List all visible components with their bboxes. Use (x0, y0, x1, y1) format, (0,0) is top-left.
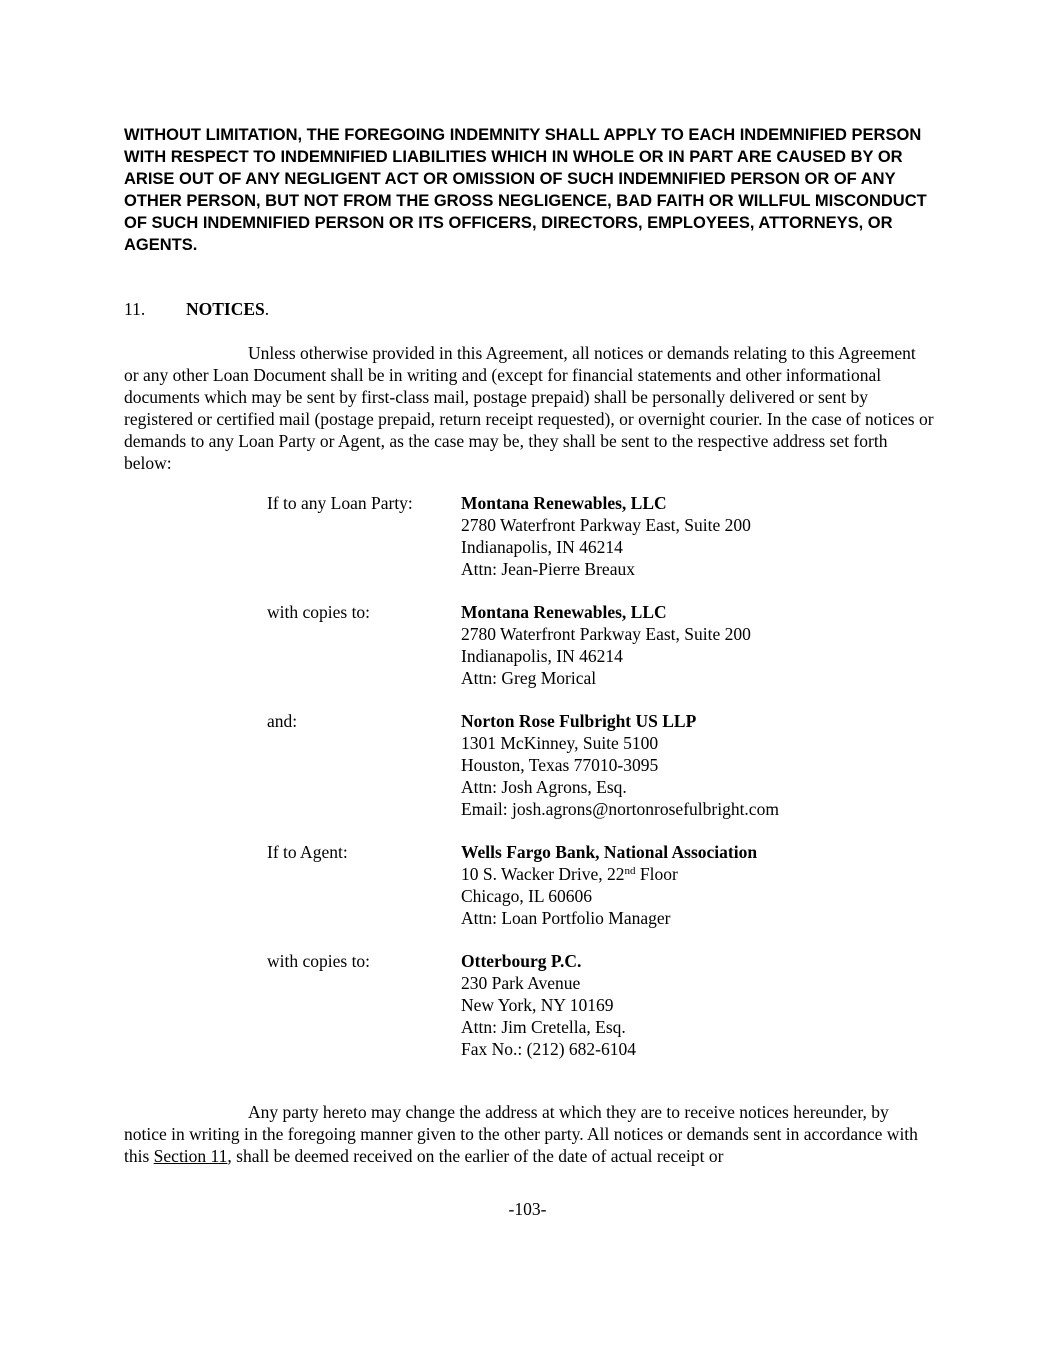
address-email: Email: josh.agrons@nortonrosefulbright.com (461, 799, 779, 819)
section-heading (124, 298, 269, 320)
address-line: Attn: Jim Cretella, Esq. (461, 1017, 626, 1037)
address-block (461, 710, 779, 820)
address-line-end: Floor (635, 864, 678, 884)
address-line (461, 863, 757, 885)
address-block (461, 950, 636, 1060)
page-number: -103- (508, 1199, 547, 1219)
address-line: Houston, Texas 77010-3095 (461, 755, 659, 775)
address-line: Indianapolis, IN 46214 (461, 646, 623, 666)
address-label: and: (267, 711, 298, 731)
address-line: 230 Park Avenue (461, 973, 581, 993)
ordinal-suffix: nd (624, 865, 636, 877)
address-name: Otterbourg P.C. (461, 951, 582, 971)
address-name: Wells Fargo Bank, National Association (461, 842, 758, 862)
address-line: New York, NY 10169 (461, 995, 614, 1015)
address-label: with copies to: (267, 602, 371, 622)
address-name: Norton Rose Fulbright US LLP (461, 711, 697, 731)
address-block (461, 601, 751, 689)
section-title: NOTICES (186, 299, 265, 319)
address-label: with copies to: (267, 951, 371, 971)
address-line-start: 10 S. Wacker Drive, 22 (461, 864, 625, 884)
section-number: 11. (124, 299, 146, 319)
paragraph-text: , shall be deemed received on the earlier of the date of actual receipt or (227, 1146, 724, 1166)
address-line: 1301 McKinney, Suite 5100 (461, 733, 659, 753)
address-line: 2780 Waterfront Parkway East, Suite 200 (461, 624, 751, 644)
address-name: Montana Renewables, LLC (461, 602, 667, 622)
address-fax: Fax No.: (212) 682-6104 (461, 1039, 636, 1059)
address-line: Attn: Josh Agrons, Esq. (461, 777, 627, 797)
address-line: Attn: Loan Portfolio Manager (461, 908, 671, 928)
change-address-paragraph (124, 1101, 934, 1167)
address-label: If to Agent: (267, 842, 348, 862)
section-11-reference: Section 11 (153, 1146, 228, 1166)
address-line: 2780 Waterfront Parkway East, Suite 200 (461, 515, 751, 535)
notices-paragraph: Unless otherwise provided in this Agreement, all notices or demands relating to this Agreement or any other Loan Document shall be in writing and (except for financial statements and other informational documents which may be sent by first-class mail, postage prepaid) shall be personally delivered or sent by registered or certified mail (postage prepaid, return receipt requested), or overnight courier. In the case of notices or demands to any Loan Party or Agent, as the case may be, they shall be sent to the respective address set forth below: (124, 343, 934, 473)
paragraph-text: Any party hereto may change the address at which they are to receive notices hereunder, by notice in writing in the foregoing manner given to the other party. All notices or demands sent in accordance with this (124, 1102, 918, 1166)
indemnity-caps-paragraph: WITHOUT LIMITATION, THE FOREGOING INDEMNITY SHALL APPLY TO EACH INDEMNIFIED PERSON WITH RESPECT TO INDEMNIFIED LIABILITIES WHICH IN WHOLE OR IN PART ARE CAUSED BY OR ARISE OUT OF ANY NEGLIGENT ACT OR OMISSION OF SUCH INDEMNIFIED PERSON OR OF ANY OTHER PERSON, BUT NOT FROM THE GROSS NEGLIGENCE, BAD FAITH OR WILLFUL MISCONDUCT OF SUCH INDEMNIFIED PERSON OR ITS OFFICERS, DIRECTORS, EMPLOYEES, ATTORNEYS, OR AGENTS. (124, 126, 927, 254)
address-line: Attn: Greg Morical (461, 668, 597, 688)
address-name: Montana Renewables, LLC (461, 493, 667, 513)
address-block (461, 492, 751, 580)
section-title-period: . (264, 299, 270, 319)
address-line: Attn: Jean-Pierre Breaux (461, 559, 635, 579)
address-line: Indianapolis, IN 46214 (461, 537, 623, 557)
address-label: If to any Loan Party: (267, 493, 413, 513)
address-block (461, 841, 757, 929)
address-line: Chicago, IL 60606 (461, 886, 593, 906)
